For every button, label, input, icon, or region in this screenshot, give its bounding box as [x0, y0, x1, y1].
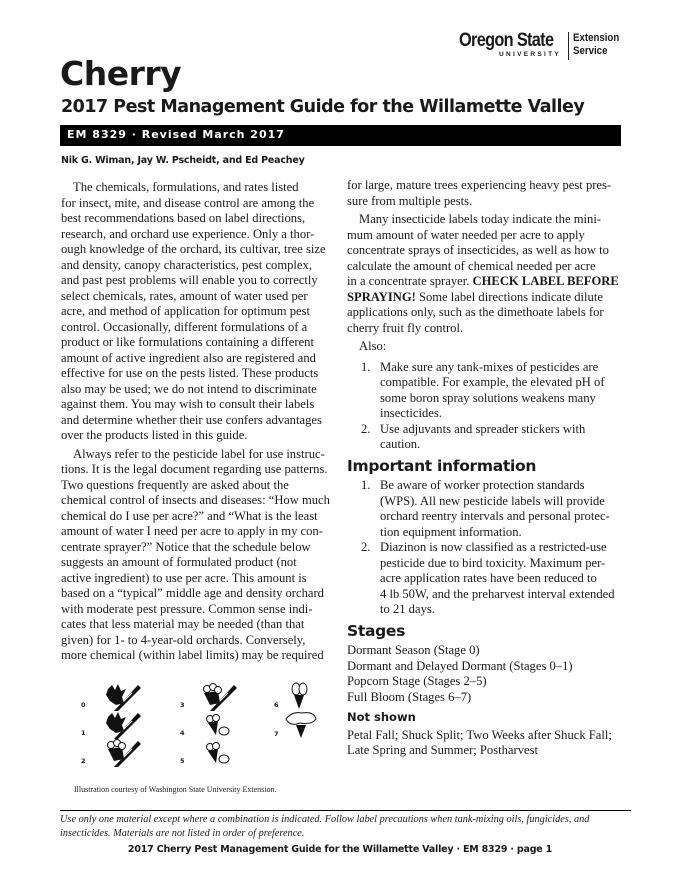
text-line: and density, canopy characteristics, pest complex,: [61, 257, 312, 272]
body-paragraph: [61, 180, 336, 444]
illustration-credit: Illustration courtesy of Washington State University Extension.: [74, 785, 277, 794]
list-item: [347, 540, 627, 618]
text-line: effective for use on the pests listed. These products: [61, 366, 319, 380]
text-line: best recommendations based on label directions,: [61, 211, 306, 225]
also-list: [347, 360, 627, 453]
stage-label: 7: [274, 730, 279, 738]
page-subtitle: 2017 Pest Management Guide for the Willamette Valley: [61, 97, 585, 117]
bold-warning: CHECK LABEL BEFORE: [472, 274, 619, 288]
text-segment: Some label directions indicate dilute: [415, 289, 603, 304]
stage-label: 3: [180, 701, 185, 709]
text-line: ough knowledge of the orchard, its cultivar, tree size: [61, 242, 326, 256]
text-line: applications only, such as the dimethoate labels for: [347, 305, 604, 319]
text-line: amount of active ingredient also are registered and: [61, 350, 316, 365]
text-line: The chemicals, formulations, and rates listed: [73, 180, 299, 194]
page-title: Cherry: [60, 54, 182, 93]
bud-stage-0-icon: [102, 681, 142, 711]
text-line: based on a “typical” middle age and density orchard: [61, 586, 324, 600]
text-line: concentrate sprays of insecticides, as well as how to: [347, 243, 609, 257]
text-line: against them. You may wish to consult their labels: [61, 397, 315, 411]
stage-label: 6: [274, 701, 279, 709]
text-line: suggests an amount of formulated product (not: [61, 555, 297, 569]
text-line: over the products listed in this guide.: [61, 428, 248, 442]
text-line: tions. It is the legal document regarding use patterns.: [61, 462, 328, 476]
right-column: [347, 178, 627, 759]
stage-label: 0: [81, 701, 86, 709]
text-line: Make sure any tank-mixes of pesticides are: [380, 359, 599, 374]
left-column: [61, 180, 336, 667]
list-number: 2.: [361, 540, 371, 554]
important-heading: Important information: [347, 456, 537, 475]
text-line: for insect, mite, and disease control are among the: [61, 195, 315, 210]
footnote: Use only one material except where a combination is indicated. Follow label precautions when tank-mixing oils, fungicides, and insecticides. Materials are not listed in order of preference.: [60, 814, 590, 839]
text-segment: in a concentrate sprayer.: [347, 274, 473, 288]
logo-unit: [573, 32, 619, 58]
text-line: sure from multiple pests.: [347, 193, 473, 208]
text-line: 4 lb 50W, and the preharvest interval extended: [380, 586, 615, 601]
text-line: research, and orchard use experience. Only a thor-: [61, 226, 315, 241]
text-line: cherry fruit fly control.: [347, 320, 464, 335]
text-line: Diazinon is now classified as a restricted-use: [380, 540, 607, 554]
body-paragraph: [61, 447, 336, 664]
text-line: for large, mature trees experiencing heavy pest pres-: [347, 178, 612, 192]
logo-name: Oregon State: [459, 30, 554, 51]
list-item: [347, 422, 627, 453]
footnote-divider: [60, 810, 631, 811]
bold-warning: SPRAYING!: [347, 289, 416, 304]
text-line: [347, 290, 627, 306]
page-footer: 2017 Cherry Pest Management Guide for the Willamette Valley · EM 8329 · page 1: [127, 844, 553, 855]
list-number: 1.: [361, 478, 371, 492]
text-line: Many insecticide labels today indicate the mini-: [359, 212, 602, 226]
text-line: active ingredient) to use per acre. This amount is: [61, 570, 307, 585]
text-line: cates that less material may be needed (than that: [61, 617, 305, 631]
publication-number: EM 8329 · Revised March 2017: [67, 128, 285, 141]
text-line: select chemicals, rates, amount of water used per: [61, 288, 308, 303]
text-line: amount of water I need per acre to apply in my con-: [61, 524, 323, 538]
text-line: and past pest problems will enable you to correctly: [61, 273, 318, 287]
body-paragraph: [347, 212, 627, 336]
bud-stage-7-icon: [282, 709, 322, 739]
text-line: centrate sprayer?” Notice that the schedule below: [61, 539, 311, 554]
list-item: [347, 360, 627, 422]
not-shown-list: [347, 728, 627, 759]
text-line: Dormant Season (Stage 0): [347, 643, 480, 657]
list-number: 1.: [361, 359, 371, 374]
bud-stage-3-icon: [198, 681, 238, 711]
text-line: [347, 274, 627, 290]
text-line: insecticides.: [380, 406, 442, 420]
also-label: Also:: [359, 339, 387, 353]
list-number: 2.: [361, 421, 371, 436]
text-line: acre application rates have been reduced to: [380, 571, 597, 585]
stages-heading: Stages: [347, 621, 406, 640]
text-line: mum amount of water needed per acre to apply: [347, 227, 585, 242]
text-line: caution.: [380, 437, 421, 451]
stage-label: 4: [180, 729, 185, 737]
authors: Nik G. Wiman, Jay W. Pscheidt, and Ed Peachey: [61, 155, 305, 166]
bud-stage-6-icon: [286, 681, 326, 711]
stage-label: 2: [81, 757, 86, 765]
bud-stage-5-icon: [198, 737, 238, 767]
text-line: Be aware of worker protection standards: [380, 478, 585, 492]
text-line: Dormant and Delayed Dormant (Stages 0–1): [347, 658, 573, 673]
logo-unit-line2: Service: [573, 45, 608, 57]
text-line: Always refer to the pesticide label for use instruc-: [73, 446, 325, 461]
text-line: with moderate pest pressure. Common sense indi-: [61, 601, 313, 616]
text-line: chemical control of insects and diseases: “How much: [61, 493, 330, 507]
logo-divider: [568, 32, 569, 60]
text-line: and determine whether their use confers advantages: [61, 412, 322, 427]
text-line: (WPS). All new pesticide labels will provide: [380, 493, 605, 508]
stage-label: 5: [180, 757, 185, 765]
text-line: tion equipment information.: [380, 524, 522, 539]
logo-university: UNIVERSITY: [499, 51, 562, 58]
text-line: some boron spray solutions weakens many: [380, 390, 596, 405]
text-line: Full Bloom (Stages 6–7): [347, 689, 472, 704]
publication-bar: [60, 125, 621, 146]
not-shown-heading: Not shown: [347, 710, 416, 724]
stages-list: [347, 643, 627, 705]
text-line: Late Spring and Summer; Postharvest: [347, 743, 538, 757]
text-line: pesticide due to bird toxicity. Maximum per-: [380, 555, 606, 570]
bud-stage-2-icon: [102, 737, 142, 767]
important-list: [347, 478, 627, 618]
text-line: Use adjuvants and spreader stickers with: [380, 421, 586, 436]
text-line: compatible. For example, the elevated pH of: [380, 375, 605, 389]
text-line: orchard reentry intervals and personal protec-: [380, 509, 610, 523]
text-line: to 21 days.: [380, 602, 435, 616]
text-line: Popcorn Stage (Stages 2–5): [347, 674, 487, 688]
text-line: acre, and method of application for optimum pest: [61, 304, 311, 318]
text-line: given) for 1- to 4-year-old orchards. Conversely,: [61, 632, 306, 647]
stage-label: 1: [81, 729, 86, 737]
bud-stage-1-icon: [102, 709, 142, 739]
text-line: also may be used; we do not intend to discriminate: [61, 381, 317, 396]
text-line: more chemical (within label limits) may be required: [61, 648, 324, 662]
bud-stage-illustration: [62, 685, 337, 785]
logo-unit-line1: Extension: [573, 32, 620, 44]
bud-stage-4-icon: [198, 709, 238, 739]
list-item: [347, 478, 627, 540]
text-line: calculate the amount of chemical needed per acre: [347, 258, 596, 273]
text-line: product or like formulations containing a different: [61, 335, 314, 349]
text-line: chemical do I use per acre?” and “What is the least: [61, 508, 318, 523]
text-line: control. Occasionally, different formulations of a: [61, 319, 308, 334]
text-line: Petal Fall; Shuck Split; Two Weeks after Shuck Fall;: [347, 727, 612, 742]
text-line: Two questions frequently are asked about the: [61, 477, 289, 492]
continued-paragraph: [347, 178, 627, 209]
